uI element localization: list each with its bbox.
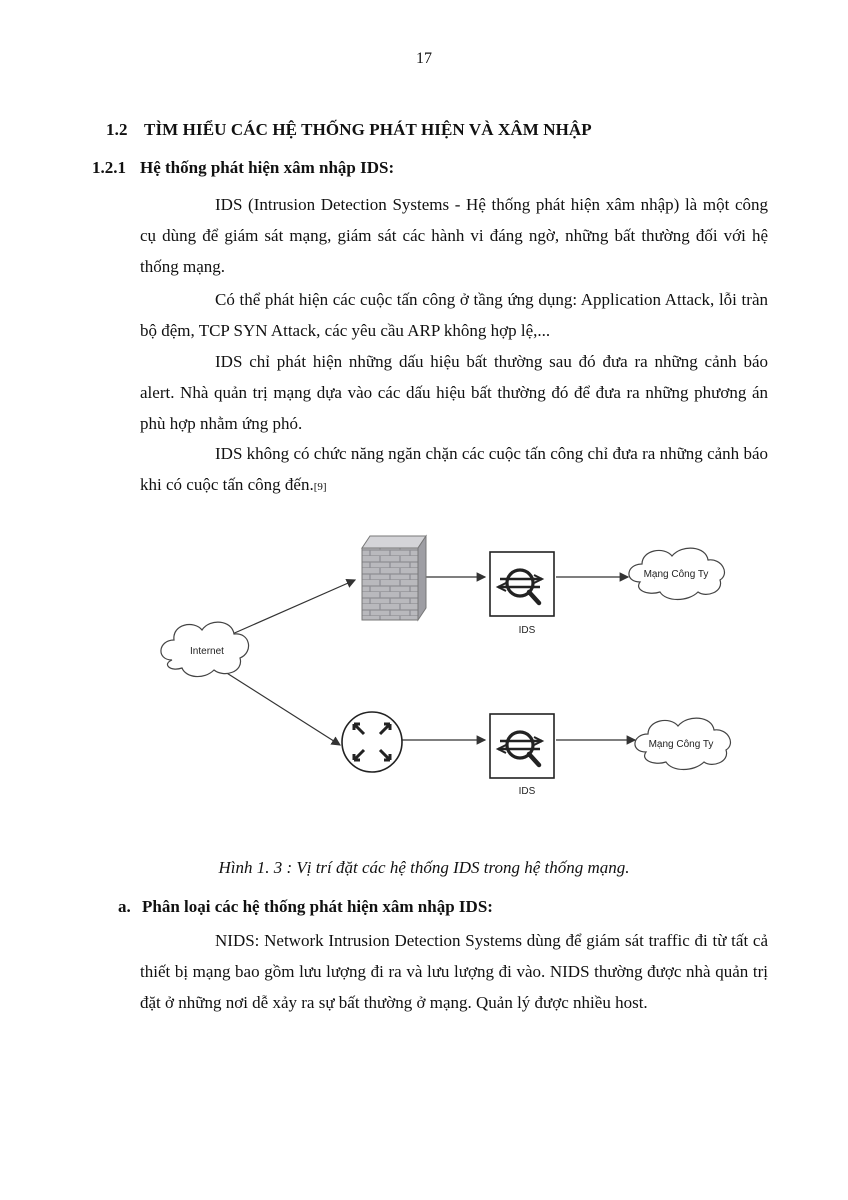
paragraph-ids-attacks: Có thể phát hiện các cuộc tấn công ở tầng ứng dụng: Application Attack, lỗi tràn bộ đệm, TCP SYN Attack, các yêu cầu ARP không hợp lệ,... bbox=[140, 290, 768, 340]
network-cloud-top-icon bbox=[629, 548, 725, 599]
paragraph-nids: NIDS: Network Intrusion Detection Systems dùng để giám sát traffic đi từ tất cả thiết bị mạng bao gồm lưu lượng đi ra và lưu lượng đi vào. NIDS thường được nhà quản trị đặt ở những nơi dễ xảy ra sự bất thường ở mạng. Quản lý được nhiều host. bbox=[140, 931, 768, 1012]
subsection-title: Hệ thống phát hiện xâm nhập IDS: bbox=[140, 158, 395, 177]
router-icon bbox=[342, 712, 402, 772]
citation: [9] bbox=[313, 481, 327, 493]
ids-top-icon bbox=[490, 552, 554, 636]
paragraph-ids-limits-text: IDS không có chức năng ngăn chặn các cuộc tấn công chỉ đưa ra những cảnh báo khi có cuộc tấn công đến. bbox=[140, 444, 768, 494]
paragraph-ids-alerts: IDS chỉ phát hiện những dấu hiệu bất thường sau đó đưa ra những cảnh báo alert. Nhà quản trị mạng dựa vào các dấu hiệu bất thường đó để đưa ra những phương án phù hợp nhằm ứng phó. bbox=[140, 352, 768, 433]
arrow-internet-firewall bbox=[230, 580, 355, 635]
subsection-number: 1.2.1 bbox=[92, 158, 126, 177]
subsection-heading bbox=[92, 158, 394, 178]
internet-label: Internet bbox=[190, 646, 224, 657]
section-heading bbox=[106, 120, 592, 140]
subheading-marker: a. bbox=[118, 897, 131, 916]
internet-cloud-icon bbox=[161, 622, 249, 676]
ids-top-label: IDS bbox=[518, 625, 536, 636]
subheading-a bbox=[118, 897, 493, 917]
network-bottom-label: Mạng Công Ty bbox=[648, 739, 714, 750]
figure-caption: Hình 1. 3 : Vị trí đặt các hệ thống IDS trong hệ thống mạng. bbox=[218, 858, 630, 877]
page-number: 17 bbox=[416, 50, 432, 67]
firewall-icon bbox=[362, 536, 426, 620]
ids-bottom-label: IDS bbox=[518, 786, 536, 797]
paragraph-ids-limits bbox=[140, 438, 768, 503]
section-number: 1.2 bbox=[106, 120, 128, 139]
arrow-internet-router bbox=[222, 670, 340, 745]
ids-bottom-icon bbox=[490, 714, 554, 797]
subheading-title: Phân loại các hệ thống phát hiện xâm nhập IDS: bbox=[142, 897, 493, 916]
network-top-label: Mạng Công Ty bbox=[643, 569, 709, 580]
ids-placement-diagram bbox=[150, 520, 750, 820]
paragraph-ids-definition: IDS (Intrusion Detection Systems - Hệ thống phát hiện xâm nhập) là một công cụ dùng để giám sát mạng, giám sát các hành vi đáng ngờ, những bất thường đối với hệ thống mạng. bbox=[140, 195, 768, 276]
section-title: TÌM HIỂU CÁC HỆ THỐNG PHÁT HIỆN VÀ XÂM NHẬP bbox=[144, 120, 592, 139]
network-cloud-bottom-icon bbox=[635, 718, 731, 769]
